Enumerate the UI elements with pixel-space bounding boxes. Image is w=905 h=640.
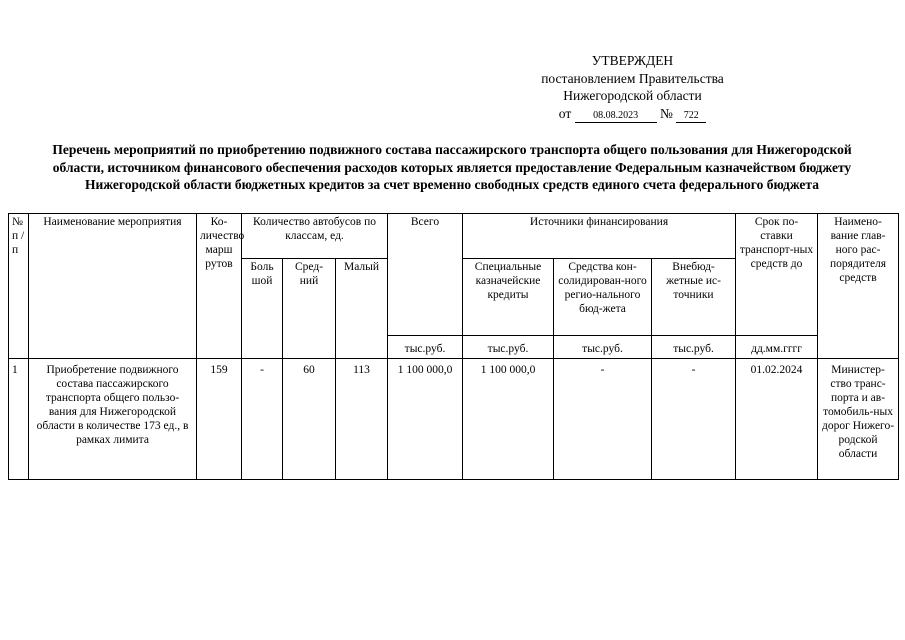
cell-total: 1 100 000,0 <box>388 359 463 480</box>
unit-deadline: дд.мм.гггг <box>736 336 818 359</box>
unit-regional: тыс.руб. <box>554 336 652 359</box>
approval-date-line <box>510 105 755 123</box>
header-name: Наименование мероприятия <box>29 214 197 359</box>
cell-regional: - <box>554 359 652 480</box>
approval-number: 722 <box>676 109 706 123</box>
unit-offbudget: тыс.руб. <box>652 336 736 359</box>
approval-line-1: постановлением Правительства <box>541 70 724 86</box>
cell-big: - <box>242 359 283 480</box>
header-buses: Количество автобусов по классам, ед. <box>242 214 388 259</box>
approval-date: 08.08.2023 <box>575 109 657 123</box>
header-big: Боль шой <box>242 259 283 359</box>
cell-offbudget: - <box>652 359 736 480</box>
table-row <box>9 359 899 480</box>
table-header-row-1 <box>9 214 899 259</box>
header-deadline: Срок по-ставки транспорт-ных средств до <box>736 214 818 336</box>
header-small: Малый <box>336 259 388 359</box>
header-total: Всего <box>388 214 463 336</box>
cell-medium: 60 <box>283 359 336 480</box>
header-offbudget: Внебюд-жетные ис-точники <box>652 259 736 336</box>
document-title: Перечень мероприятий по приобретению подвижного состава пассажирского транспорта общего пользования для Нижегородской области, источником финансового обеспечения расходов которых является предоставление Федеральным казначейством бюджету Нижегородской области бюджетных кредитов за счет временно свободных средств единого счета федерального бюджета <box>52 142 852 193</box>
cell-routes: 159 <box>197 359 242 480</box>
header-routes: Ко-личество марш рутов <box>197 214 242 359</box>
header-medium: Сред-ний <box>283 259 336 359</box>
approval-title: УТВЕРЖДЕН <box>591 53 674 68</box>
cell-small: 113 <box>336 359 388 480</box>
header-sources: Источники финансирования <box>463 214 736 259</box>
approval-number-label: № <box>659 105 673 121</box>
header-regional: Средства кон-солидирован-ного регио-нального бюд-жета <box>554 259 652 336</box>
cell-name: Приобретение подвижного состава пассажирского транспорта общего пользо-вания для Нижегородской области в количестве 173 ед., в рамках лимита <box>29 359 197 480</box>
unit-special: тыс.руб. <box>463 336 554 359</box>
cell-deadline: 01.02.2024 <box>736 359 818 480</box>
approval-from-label: от <box>558 105 572 121</box>
cell-manager: Министер-ство транс-порта и ав-томобиль-ных дорог Нижего-родской области <box>818 359 899 480</box>
header-num: № п / п <box>9 214 29 359</box>
measures-table <box>8 213 899 480</box>
approval-line-2: Нижегородской области <box>563 88 702 103</box>
header-manager: Наимено-вание глав-ного рас-порядителя средств <box>818 214 899 359</box>
header-special: Специальные казначейские кредиты <box>463 259 554 336</box>
cell-special: 1 100 000,0 <box>463 359 554 480</box>
cell-num: 1 <box>9 359 29 480</box>
approval-stamp <box>510 52 755 123</box>
unit-total: тыс.руб. <box>388 336 463 359</box>
